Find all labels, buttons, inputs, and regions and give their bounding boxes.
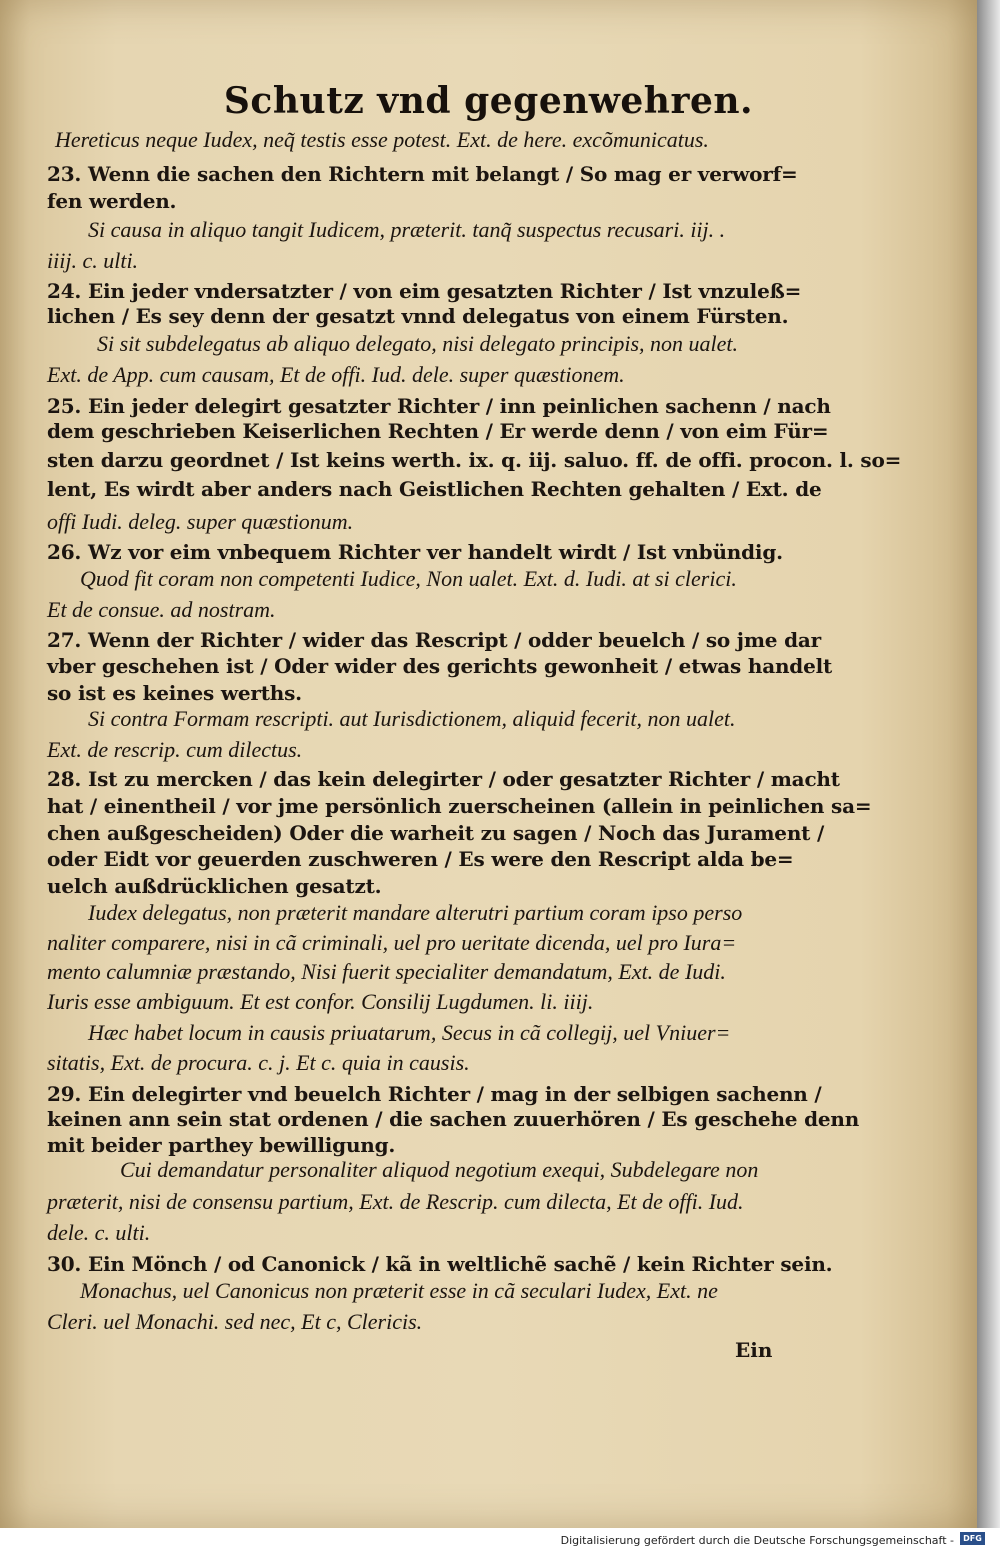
book-edge-shadow: [977, 0, 1000, 1528]
text-line: Hæc habet locum in causis priuatarum, Secus in cã collegij, uel Vniuer=: [88, 1020, 731, 1045]
text-line: mento calumniæ præstando, Nisi fuerit specialiter demandatum, Ext. de Iudi.: [47, 959, 726, 984]
text-line: 25. Ein jeder delegirt gesatzter Richter / inn peinlichen sachenn / nach: [47, 394, 831, 418]
text-line: mit beider parthey bewilligung.: [47, 1133, 396, 1157]
text-line: Et de consue. ad nostram.: [47, 597, 276, 622]
text-line: lent, Es wirdt aber anders nach Geistlichen Rechten gehalten / Ext. de: [47, 477, 822, 501]
text-line: Iudex delegatus, non præterit mandare alterutri partium coram ipso perso: [88, 900, 743, 925]
text-line: Monachus, uel Canonicus non præterit esse in cã seculari Iudex, Ext. ne: [80, 1278, 718, 1303]
text-line: dele. c. ulti.: [47, 1220, 151, 1245]
text-line: Quod fit coram non competenti Iudice, Non ualet. Ext. d. Iudi. at si clerici.: [80, 566, 737, 591]
text-line: sten darzu geordnet / Ist keins werth. ix. q. iij. saluo. ff. de offi. procon. l. so=: [47, 448, 902, 472]
text-line: keinen ann sein stat ordenen / die sachen zuuerhören / Es geschehe denn: [47, 1107, 860, 1131]
text-line: hat / einentheil / vor jme persönlich zuerscheinen (allein in peinlichen sa=: [47, 794, 872, 818]
text-line: fen werden.: [47, 189, 177, 213]
text-line: 29. Ein delegirter vnd beuelch Richter / mag in der selbigen sachenn /: [47, 1082, 822, 1106]
text-line: iiij. c. ulti.: [47, 248, 139, 273]
text-line: 26. Wz vor eim vnbequem Richter ver handelt wirdt / Ist vnbündig.: [47, 540, 783, 564]
text-line: 28. Ist zu mercken / das kein delegirter / oder gesatzter Richter / macht: [47, 767, 840, 791]
text-line: sitatis, Ext. de procura. c. j. Et c. quia in causis.: [47, 1050, 470, 1075]
text-line: 30. Ein Mönch / od Canonick / kã in weltlichẽ sachẽ / kein Richter sein.: [47, 1252, 833, 1276]
text-line: chen außgescheiden) Oder die warheit zu sagen / Noch das Jurament /: [47, 821, 825, 845]
text-line: Hereticus neque Iudex, neq̃ testis esse potest. Ext. de here. excõmunicatus.: [55, 127, 709, 152]
footer-credit: Digitalisierung gefördert durch die Deutsche Forschungsgemeinschaft -: [560, 1534, 954, 1547]
text-line: Ext. de rescrip. cum dilectus.: [47, 737, 303, 762]
text-line: dem geschrieben Keiserlichen Rechten / Er werde denn / von eim Für=: [47, 419, 829, 443]
text-line: lichen / Es sey denn der gesatzt vnnd delegatus von einem Fürsten.: [47, 304, 789, 328]
text-line: offi Iudi. deleg. super quæstionum.: [47, 509, 354, 534]
text-line: Ext. de App. cum causam, Et de offi. Iud. dele. super quæstionem.: [47, 362, 625, 387]
text-line: vber geschehen ist / Oder wider des gerichts gewonheit / etwas handelt: [47, 654, 833, 678]
text-line: Cleri. uel Monachi. sed nec, Et c, Clericis.: [47, 1309, 423, 1334]
text-line: præterit, nisi de consensu partium, Ext. de Rescrip. cum dilecta, Et de offi. Iud.: [47, 1189, 744, 1214]
text-line: naliter comparere, nisi in cã criminali, uel pro ueritate dicenda, uel pro Iura=: [47, 930, 737, 955]
text-line: 27. Wenn der Richter / wider das Rescript / odder beuelch / so jme dar: [47, 628, 821, 652]
text-line: 23. Wenn die sachen den Richtern mit belangt / So mag er verworf=: [47, 162, 798, 186]
text-line: uelch außdrücklichen gesatzt.: [47, 874, 382, 898]
text-line: Iuris esse ambiguum. Et est confor. Consilij Lugdumen. li. iiij.: [47, 989, 594, 1014]
text-line: Si sit subdelegatus ab aliquo delegato, nisi delegato principis, non ualet.: [97, 331, 739, 356]
catchword: Ein: [735, 1338, 773, 1362]
text-line: Cui demandatur personaliter aliquod negotium exequi, Subdelegare non: [120, 1157, 759, 1182]
dfg-logo: DFG: [960, 1532, 985, 1545]
text-line: Si causa in aliquo tangit Iudicem, præterit. tanq̃ suspectus recusari. iij. .: [88, 217, 726, 242]
text-line: so ist es keines werths.: [47, 681, 302, 705]
text-line: Si contra Formam rescripti. aut Iurisdictionem, aliquid fecerit, non ualet.: [88, 706, 736, 731]
page-title: Schutz vnd gegenwehren.: [223, 80, 754, 122]
text-line: 24. Ein jeder vndersatzter / von eim gesatzten Richter / Ist vnzuleß=: [47, 279, 802, 303]
text-line: oder Eidt vor geuerden zuschweren / Es were den Rescript alda be=: [47, 847, 794, 871]
